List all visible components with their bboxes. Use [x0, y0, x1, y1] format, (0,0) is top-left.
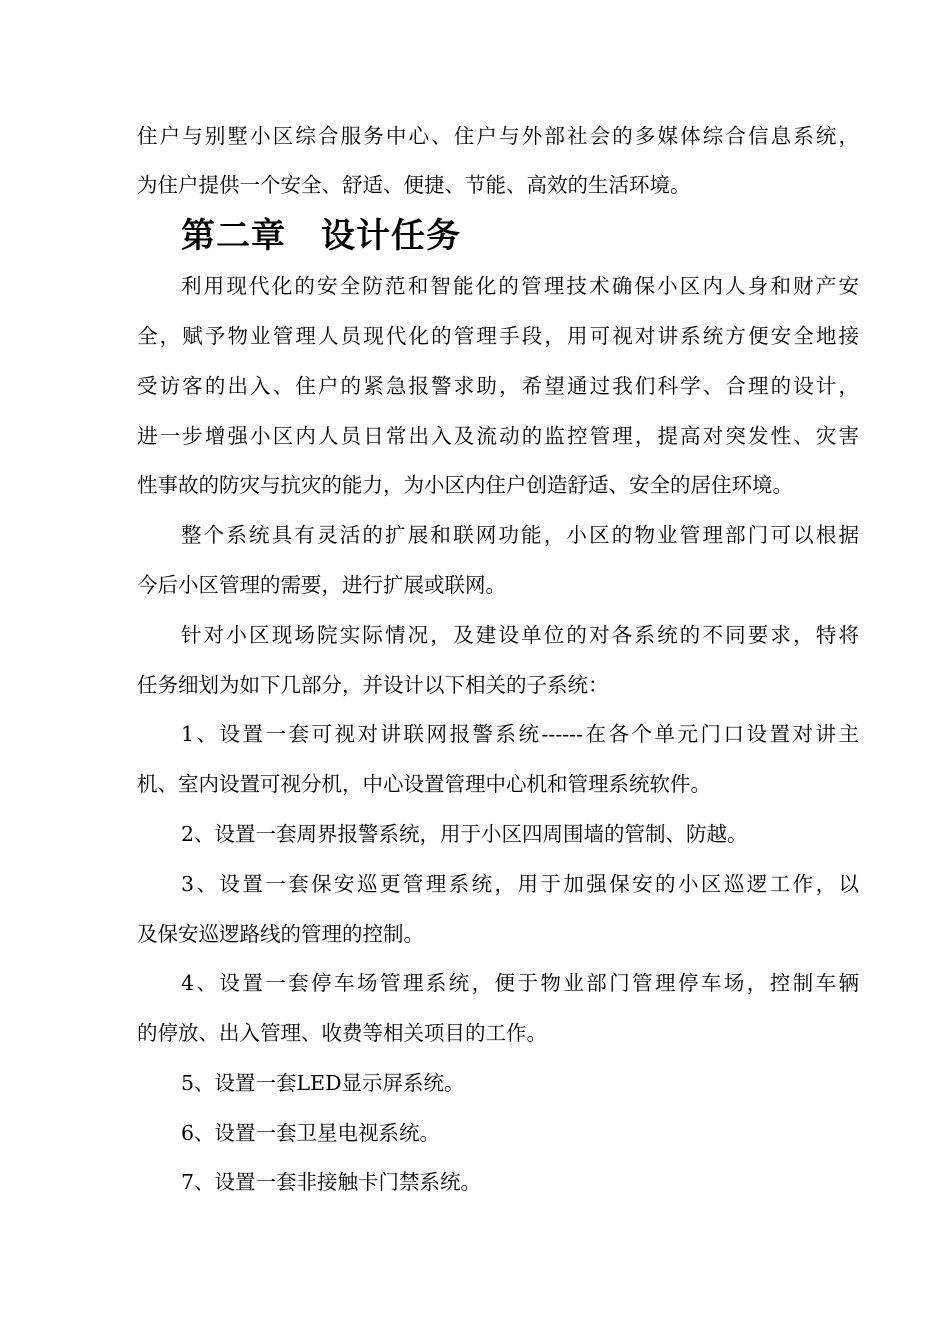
para3-line-2: 任务细划为如下几部分，并设计以下相关的子系统：	[137, 673, 609, 697]
para3-line-1: 针对小区现场院实际情况，及建设单位的对各系统的不同要求，特将	[181, 623, 859, 647]
item4-line-1: 4、设置一套停车场管理系统，便于物业部门管理停车场，控制车辆	[181, 971, 859, 995]
item2-line: 2、设置一套周界报警系统，用于小区四周围墙的管制、防越。	[181, 822, 748, 846]
item3-line-2: 及保安巡逻路线的管理的控制。	[137, 922, 424, 946]
para1-line-2: 全，赋予物业管理人员现代化的管理手段，用可视对讲系统方便安全地接	[137, 324, 859, 348]
intro-line-2: 为住户提供一个安全、舒适、便捷、节能、高效的生活环境。	[137, 173, 691, 197]
item1-line-1: 1、设置一套可视对讲联网报警系统------在各个单元门口设置对讲主	[181, 722, 859, 746]
para1-line-3: 受访客的出入、住户的紧急报警求助，希望通过我们科学、合理的设计，	[137, 374, 859, 398]
para1-line-5: 性事故的防灾与抗灾的能力，为小区内住户创造舒适、安全的居住环境。	[137, 473, 793, 497]
para2-line-2: 今后小区管理的需要，进行扩展或联网。	[137, 573, 506, 597]
item3-line-1: 3、设置一套保安巡更管理系统，用于加强保安的小区巡逻工作，以	[181, 872, 859, 896]
item7-line: 7、设置一套非接触卡门禁系统。	[181, 1170, 482, 1194]
item6-line: 6、设置一套卫星电视系统。	[181, 1121, 441, 1145]
para1-line-1: 利用现代化的安全防范和智能化的管理技术确保小区内人身和财产安	[181, 274, 859, 298]
intro-line-1: 住户与别墅小区综合服务中心、住户与外部社会的多媒体综合信息系统，	[137, 124, 859, 148]
para2-line-1: 整个系统具有灵活的扩展和联网功能，小区的物业管理部门可以根据	[181, 523, 859, 547]
item5-line: 5、设置一套LED显示屏系统。	[181, 1071, 465, 1095]
chapter-heading: 第二章 设计任务	[181, 216, 461, 256]
item1-line-2: 机、室内设置可视分机，中心设置管理中心机和管理系统软件。	[137, 772, 711, 796]
item4-line-2: 的停放、出入管理、收费等相关项目的工作。	[137, 1021, 547, 1045]
para1-line-4: 进一步增强小区内人员日常出入及流动的监控管理，提高对突发性、灾害	[137, 424, 859, 448]
